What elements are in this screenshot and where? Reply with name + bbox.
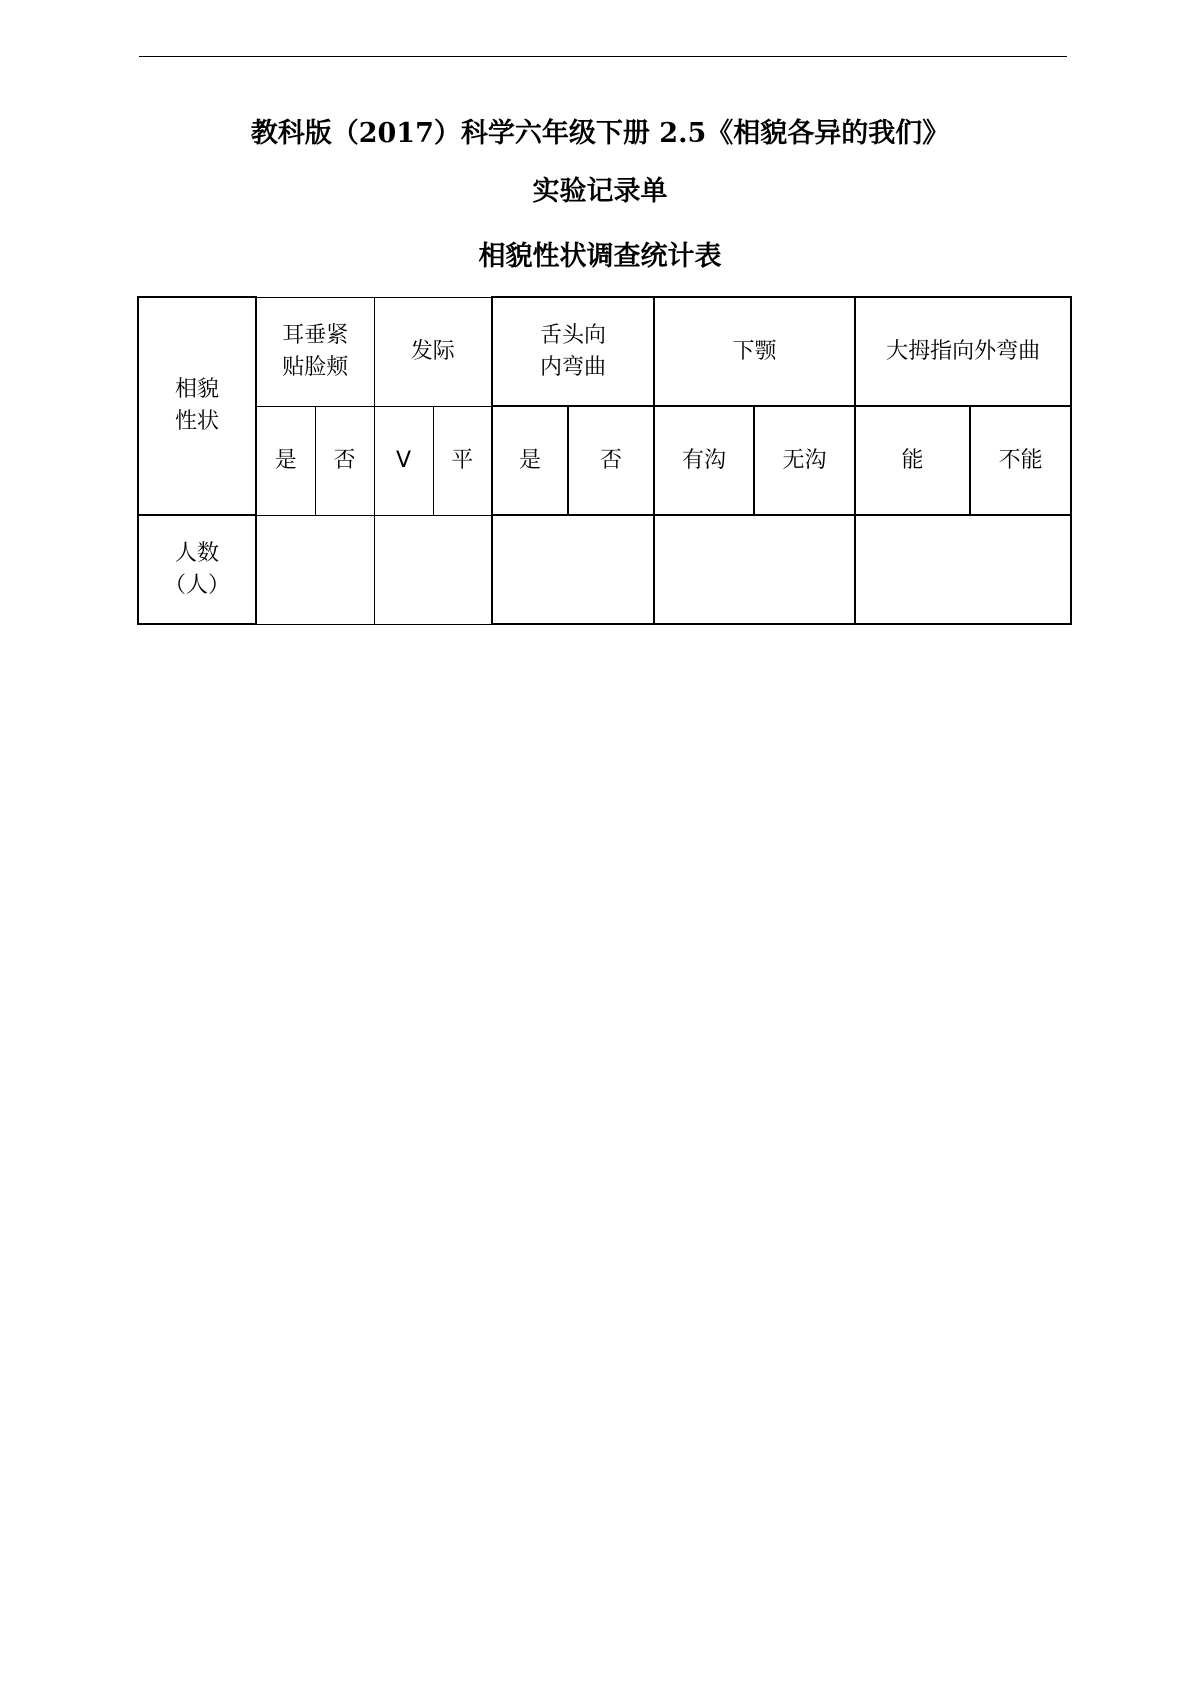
option-hairline-v: V	[374, 406, 433, 515]
table-title: 相貌性状调查统计表	[478, 241, 722, 272]
count-label-line2: （人）	[163, 572, 230, 598]
option-thumb-cannot: 不能	[970, 406, 1071, 515]
count-cell-chin[interactable]	[654, 515, 855, 624]
row-header-line2: 性状	[174, 409, 219, 434]
trait-earlobe-line1: 耳垂紧	[282, 322, 349, 348]
trait-thumb: 大拇指向外弯曲	[855, 297, 1071, 406]
count-label-line1: 人数	[174, 540, 219, 566]
option-tongue-no: 否	[568, 406, 654, 515]
trait-tongue-line1: 舌头向	[540, 322, 607, 348]
trait-earlobe	[256, 297, 374, 406]
option-earlobe-no: 否	[315, 406, 374, 515]
trait-earlobe-line2: 贴脸颊	[282, 354, 349, 380]
count-row	[138, 515, 1071, 624]
trait-chin: 下颚	[654, 297, 855, 406]
trait-tongue-line2: 内弯曲	[540, 354, 607, 380]
count-cell-thumb[interactable]	[855, 515, 1071, 624]
count-cell-hairline[interactable]	[374, 515, 492, 624]
option-chin-no-groove: 无沟	[754, 406, 855, 515]
row-header-line1: 相貌	[174, 377, 219, 402]
trait-tongue	[492, 297, 654, 406]
trait-header-row	[138, 297, 1071, 406]
document-title: 教科版（2017）科学六年级下册 2.5《相貌各异的我们》	[250, 118, 950, 149]
option-earlobe-yes: 是	[256, 406, 315, 515]
count-label	[138, 515, 256, 624]
trait-options-row	[138, 406, 1071, 515]
option-thumb-can: 能	[855, 406, 970, 515]
option-tongue-yes: 是	[492, 406, 568, 515]
row-header-trait	[138, 297, 256, 515]
trait-survey-table	[137, 296, 1072, 625]
document-subtitle: 实验记录单	[532, 176, 668, 207]
count-cell-tongue[interactable]	[492, 515, 654, 624]
option-chin-groove: 有沟	[654, 406, 754, 515]
option-hairline-flat: 平	[433, 406, 492, 515]
trait-hairline: 发际	[374, 297, 492, 406]
header-rule	[139, 56, 1067, 57]
count-cell-earlobe[interactable]	[256, 515, 374, 624]
